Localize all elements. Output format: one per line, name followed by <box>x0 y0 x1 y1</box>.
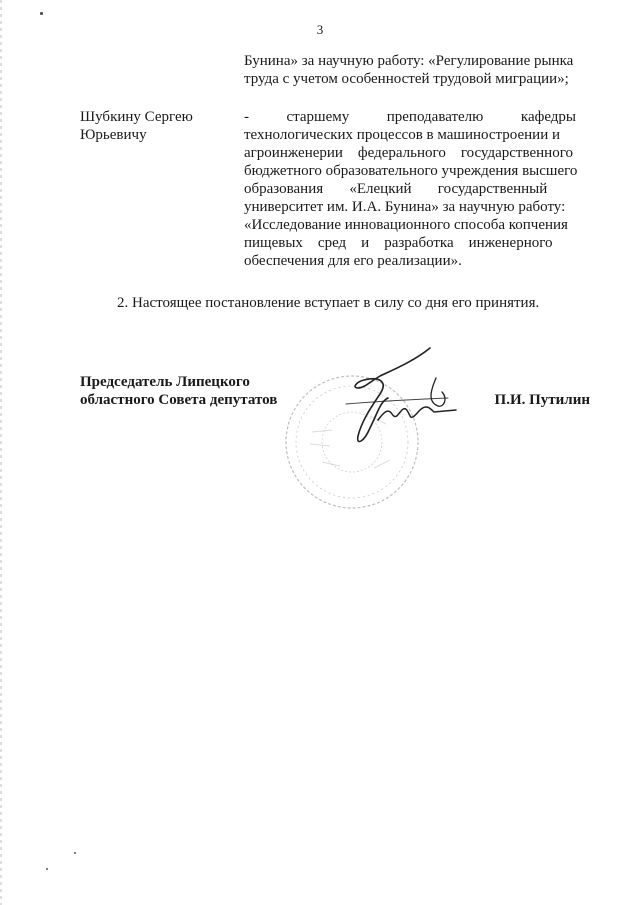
recipient-description <box>244 108 584 270</box>
name-line: Шубкину Сергею <box>80 109 193 125</box>
binding-edge <box>0 0 2 905</box>
title-line: Председатель Липецкого <box>80 374 250 390</box>
signatory-name: П.И. Путилин <box>494 392 590 408</box>
recipient-name <box>80 108 230 144</box>
continuation-text <box>244 52 584 88</box>
text-line: бюджетного образовательного учреждения высшего <box>244 163 578 179</box>
text-line: пищевых сред и разработка инженерного <box>244 235 553 251</box>
text-line: труда с учетом особенностей трудовой миграции»; <box>244 71 569 87</box>
text-line: образования «Елецкий государственный <box>244 181 548 197</box>
page-number: 3 <box>316 22 324 37</box>
text-line: - старшему преподавателю кафедры <box>244 109 576 125</box>
text-line: «Исследование инновационного способа копчения <box>244 217 568 233</box>
text-line: агроинженерии федерального государственного <box>244 145 573 161</box>
clause-2: 2. Настоящее постановление вступает в силу со дня его принятия. <box>117 295 540 311</box>
name-line: Юрьевичу <box>80 127 147 143</box>
scan-speck <box>46 868 48 870</box>
signatory-title <box>80 373 300 409</box>
text-line: обеспечения для его реализации». <box>244 253 462 269</box>
scan-speck <box>40 12 43 15</box>
text-line: технологических процессов в машиностроении и <box>244 127 560 143</box>
handwritten-signature-icon <box>318 342 458 452</box>
title-line: областного Совета депутатов <box>80 392 278 408</box>
text-line: Бунина» за научную работу: «Регулирование рынка <box>244 53 574 69</box>
text-line: университет им. И.А. Бунина» за научную работу: <box>244 199 566 215</box>
scan-speck <box>74 852 76 854</box>
